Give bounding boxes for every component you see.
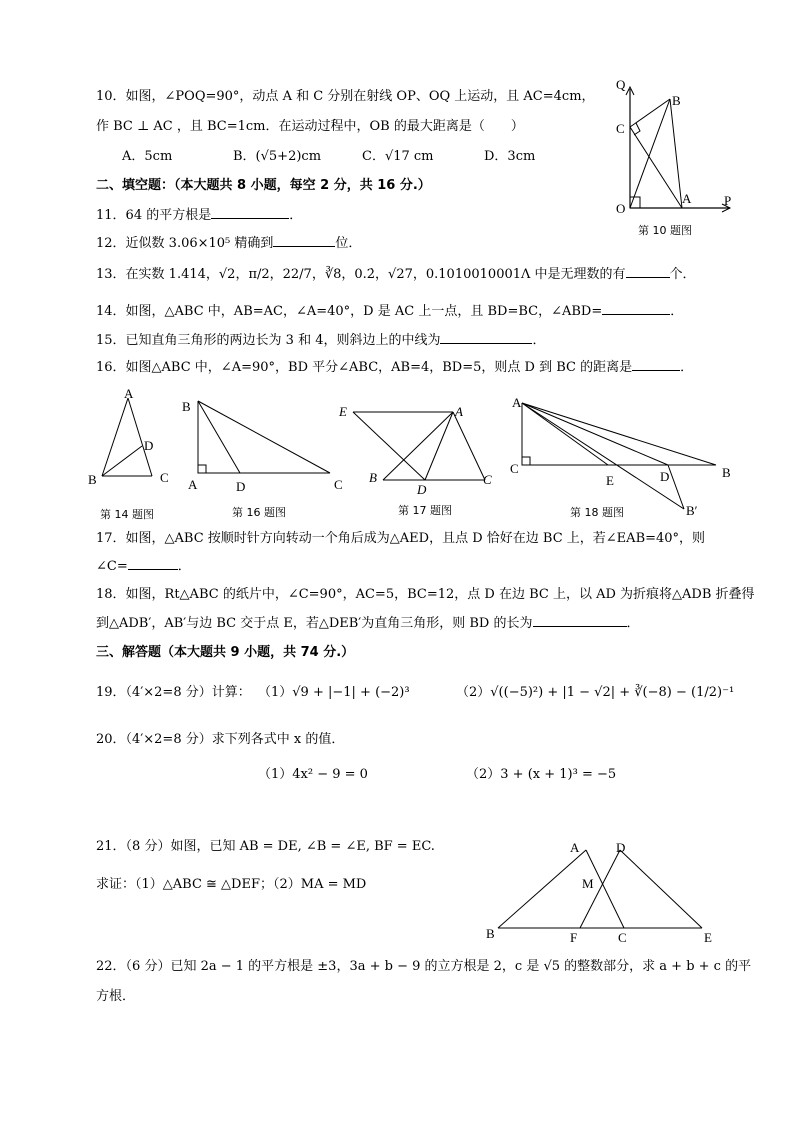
q18-line2: 到△ADB′，AB′与边 BC 交于点 E，若△DEB′为直角三角形，则 BD 的长为 ． [96,616,640,631]
svg-text:A: A [512,395,522,410]
svg-text:A: A [570,840,580,855]
q18-line1: 18．如图，Rt△ABC 的纸片中，∠C=90°，AC=5，BC=12，点 D 在边 BC 上，以 AD 为折痕将△ADB 折叠得 [96,587,755,602]
fig18-caption: 第 18 题图 [570,506,624,519]
q13: 13．在实数 1.414，√2，π/2，22/7，∛8，0.2̇，√27，0.1010010001Λ 中是无理数的有 个． [96,267,696,282]
figure-16 [180,393,350,493]
svg-text:C: C [618,930,627,945]
fig10-caption: 第 10 题图 [638,224,692,237]
q14: 14．如图，△ABC 中，AB=AC，∠A=40°，D 是 AC 上一点，且 BD=BC，∠ABD= ． [96,304,684,319]
svg-text:C: C [160,470,169,485]
q22-line1: 22．（6 分）已知 2a − 1 的平方根是 ±3，3a + b − 9 的立方根是 2，c 是 √5 的整数部分，求 a + b + c 的平 [96,959,752,974]
svg-text:B: B [182,399,191,414]
q21-line2: 求证：（1）△ABC ≅ △DEF；（2）MA = MD [96,877,367,892]
q10-line1: 10．如图，∠POQ=90°，动点 A 和 C 分别在射线 OP、OQ 上运动，且 AC=4cm， [96,89,595,104]
figure-10 [600,75,750,220]
svg-text:B′: B′ [686,503,698,518]
figure-17 [335,398,500,498]
svg-text:B: B [722,465,731,480]
fig10-label-c: C [616,121,625,136]
svg-text:E: E [704,930,712,945]
svg-text:A: A [455,404,463,419]
q20-part2: （2）3 + (x + 1)³ = −5 [466,767,617,782]
fig10-label-q: Q [616,77,626,92]
q10-line2: 作 BC ⊥ AC ，且 BC=1cm．在运动过程中，OB 的最大距离是（ ） [96,119,524,134]
svg-text:D: D [417,482,427,497]
fig10-label-o: O [616,201,626,216]
svg-text:C: C [483,472,492,487]
svg-text:D: D [144,438,154,453]
svg-text:E: E [606,473,614,488]
fig10-label-b: B [672,93,681,108]
svg-text:D: D [236,479,246,494]
figure-14 [86,388,176,488]
q20-head: 20．（4′×2=8 分）求下列各式中 x 的值． [96,732,345,747]
svg-text:B: B [88,472,97,487]
q22-line2: 方根． [96,989,136,1004]
section-2-title: 二、填空题：（本大题共 8 小题，每空 2 分，共 16 分.） [96,178,431,193]
q12: 12．近似数 3.06×10⁵ 精确到 位． [96,236,362,251]
svg-text:A: A [124,386,134,401]
fig17-caption: 第 17 题图 [398,504,452,517]
svg-text:E: E [339,404,347,419]
fig14-caption: 第 14 题图 [100,508,154,521]
q16: 16．如图△ABC 中，∠A=90°，BD 平分∠ABC，AB=4，BD=5，则点 D 到 BC 的距离是 ． [96,360,694,375]
svg-text:M: M [582,876,594,891]
section-3-title: 三、解答题（本大题共 9 小题，共 74 分.） [96,645,355,660]
q19-part2: （2）√((−5)²) + |1 − √2| + ∛(−8) − (1/2)⁻¹ [456,685,735,700]
q10-option-a: A．5cm [122,149,173,164]
svg-text:B: B [369,470,377,485]
q11: 11．64 的平方根是 ． [96,208,303,223]
svg-text:B: B [486,926,495,941]
svg-text:F: F [570,930,578,945]
svg-text:C: C [510,461,519,476]
svg-text:D: D [660,469,670,484]
q19-part1: （1）√9 + |−1| + (−2)³ [258,685,410,700]
q21-line1: 21．（8 分）如图，已知 AB = DE, ∠B = ∠E, BF = EC. [96,839,435,854]
svg-text:A: A [188,477,198,492]
q19-head: 19．（4′×2=8 分）计算： [96,685,251,700]
q17-line1: 17．如图，△ABC 按顺时针方向转动一个角后成为△AED，且点 D 恰好在边 BC 上，若∠EAB=40°，则 [96,531,706,546]
q17-line2: ∠C= ． [96,559,191,574]
svg-text:D: D [616,840,626,855]
q10-option-d: D．3cm [484,149,536,164]
svg-text:C: C [334,477,343,492]
fig10-label-p: P [724,193,732,208]
fig16-caption: 第 16 题图 [232,506,286,519]
q10-option-b: B．(√5+2)cm [233,149,322,164]
q20-part1: （1）4x² − 9 = 0 [258,767,368,782]
figure-21 [484,836,724,948]
figure-18 [508,393,748,523]
fig10-label-a: A [682,191,692,206]
q10-option-c: C．√17 cm [362,149,434,164]
q15: 15．已知直角三角形的两边长为 3 和 4，则斜边上的中线为 ． [96,333,546,348]
